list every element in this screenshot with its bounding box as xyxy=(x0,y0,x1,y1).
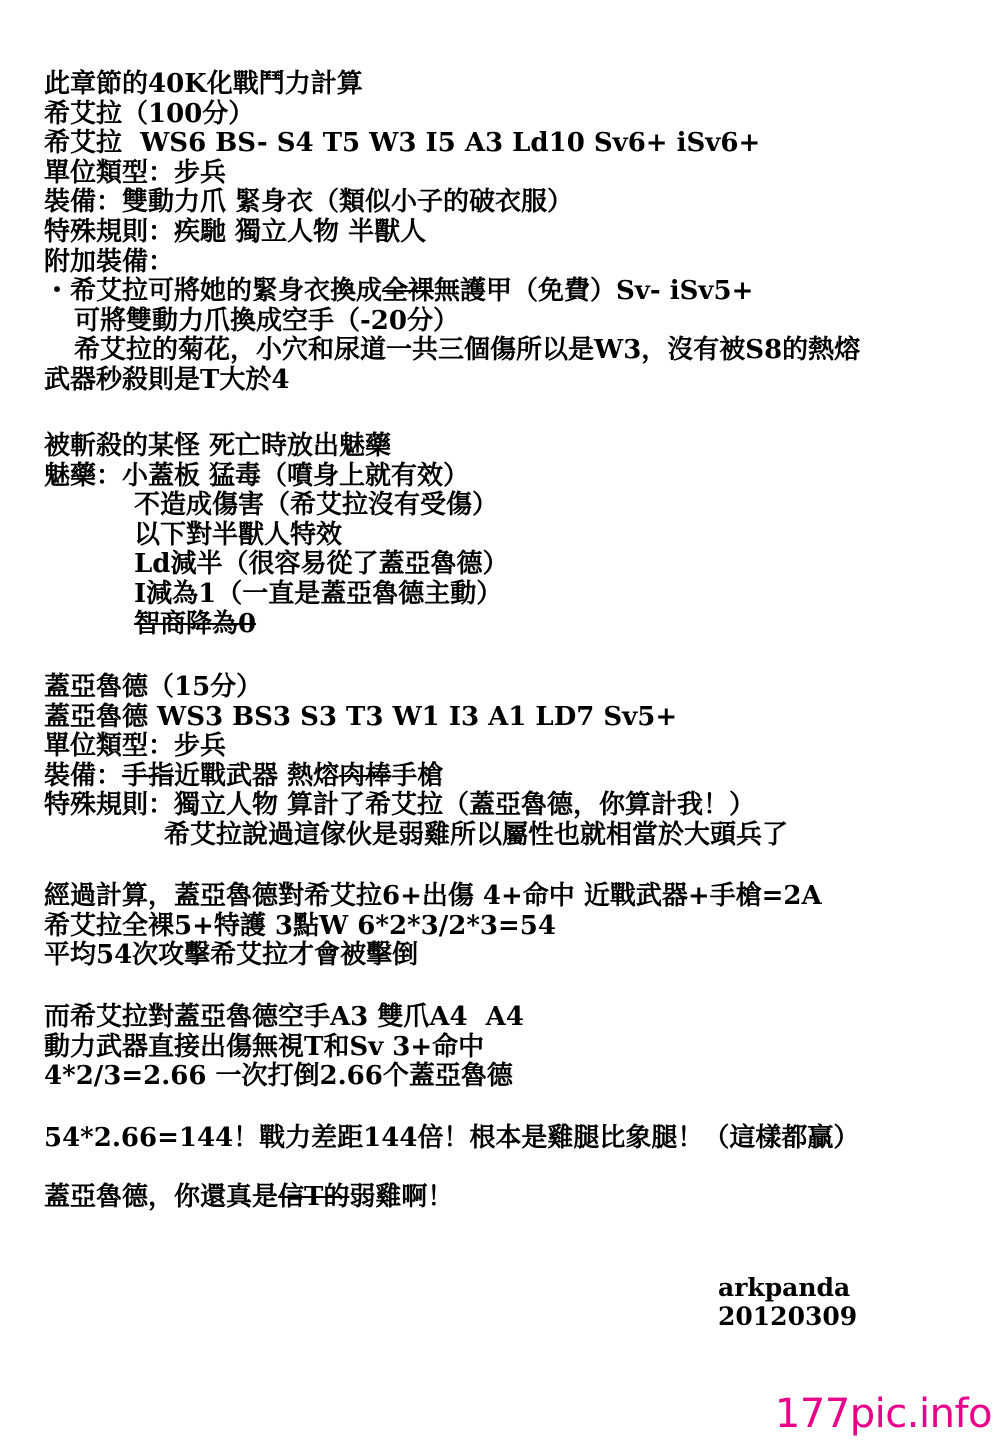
calc-line-2: 希艾拉全裸5+特護 3點W 6*2*3/2*3=54 xyxy=(44,910,556,941)
unit-stats: 蓋亞魯德 WS3 BS3 S3 T3 W1 I3 A1 LD7 Sv5+ xyxy=(44,701,678,732)
section-shiaira xyxy=(44,70,980,396)
note-line-2: 武器秒殺則是T大於4 xyxy=(44,364,290,395)
calc-line-1: 而希艾拉對蓋亞魯德空手A3 雙爪A4 A4 xyxy=(44,1002,524,1032)
potion-line-3: 以下對半獸人特效 xyxy=(134,519,343,550)
struck-text: 肉棒 xyxy=(339,760,392,791)
potion-line-4: Ld減半（很容易從了蓋亞魯德） xyxy=(134,549,509,580)
unit-stats: 希艾拉 WS6 BS- S4 T5 W3 I5 A3 Ld10 Sv6+ iSv6+ xyxy=(44,128,761,159)
extra-equipment-heading: 附加裝備： xyxy=(44,246,175,277)
unit-type: 單位類型：步兵 xyxy=(44,157,227,188)
unit-special-rules: 特殊規則：疾馳 獨立人物 半獸人 xyxy=(44,216,427,247)
document-title: 此章節的40K化戰鬥力計算 xyxy=(44,69,363,99)
section-gaiarud xyxy=(44,673,980,851)
option-line-2: 可將雙動力爪換成空手（-20分） xyxy=(74,305,459,336)
calc-line-1: 經過計算，蓋亞魯德對希艾拉6+出傷 4+命中 近戰武器+手槍=2A xyxy=(44,881,822,911)
unit-special-rules: 特殊規則：獨立人物 算計了希艾拉（蓋亞魯德，你算計我！） xyxy=(44,790,756,821)
conclusion-line: 蓋亞魯德，你還真是信T的弱雞啊！ xyxy=(44,1182,454,1212)
section-conclusion xyxy=(44,1183,980,1213)
potion-line-6 xyxy=(44,610,980,640)
potion-line-1: 魅藥：小蓋板 猛毒（噴身上就有效） xyxy=(44,460,470,491)
unit-note: 希艾拉說過這傢伙是弱雞所以屬性也就相當於大頭兵了 xyxy=(164,819,789,850)
section-potion xyxy=(44,432,980,639)
potion-line-2: 不造成傷害（希艾拉沒有受傷） xyxy=(134,490,499,521)
struck-text: 智商降為0 xyxy=(134,608,257,639)
note-line-1: 希艾拉的菊花，小穴和尿道一共三個傷所以是W3，沒有被S8的熱熔 xyxy=(74,335,861,366)
struck-text: 全裸 xyxy=(382,276,435,307)
unit-name-cost: 希艾拉（100分） xyxy=(44,98,255,129)
result-line: 54*2.66=144！戰力差距144倍！根本是雞腿比象腿！（這樣都贏） xyxy=(44,1123,860,1153)
unit-equipment: 裝備：雙動力爪 緊身衣（類似小子的破衣服） xyxy=(44,187,574,218)
calc-line-3: 4*2/3=2.66 一次打倒2.66个蓋亞魯德 xyxy=(44,1061,513,1092)
unit-equipment: 裝備：手指近戰武器 熱熔肉棒手槍 xyxy=(44,760,444,791)
option-line-1: ・希艾拉可將她的緊身衣換成全裸無護甲（免費）Sv- iSv5+ xyxy=(44,276,754,307)
unit-type: 單位類型：步兵 xyxy=(44,731,227,762)
potion-intro: 被斬殺的某怪 死亡時放出魅藥 xyxy=(44,431,392,461)
signature-date: 20120309 xyxy=(718,1302,858,1331)
signature xyxy=(718,1273,857,1331)
calc-line-3: 平均54次攻擊希艾拉才會被擊倒 xyxy=(44,940,419,971)
watermark: 177pic.info xyxy=(774,1391,992,1437)
unit-name-cost: 蓋亞魯德（15分） xyxy=(44,672,263,702)
section-result xyxy=(44,1124,980,1154)
potion-line-5: I減為1（一直是蓋亞魯德主動） xyxy=(134,578,503,609)
struck-text: 信T的 xyxy=(278,1182,350,1212)
struck-text: 手指 xyxy=(122,760,175,791)
calc-line-2: 動力武器直接出傷無視T和Sv 3+命中 xyxy=(44,1031,485,1062)
section-calc-1 xyxy=(44,882,980,971)
signature-author: arkpanda xyxy=(718,1273,851,1302)
section-calc-2 xyxy=(44,1003,980,1092)
